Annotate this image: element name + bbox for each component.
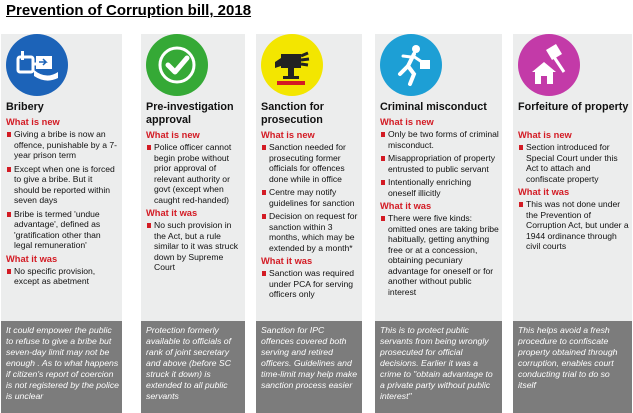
bribe-handcuffs-icon: [6, 34, 68, 96]
bullet-item: This was not done under the Prevention of Corruption Act, but under a 1944 ordinance through civil courts: [518, 199, 630, 252]
section-label: What is new: [380, 117, 434, 127]
section-label: What it was: [261, 256, 313, 266]
column-body: [380, 116, 500, 300]
bullet-item: No such provision in the Act, but a rule similar to it was struck down by Supreme Court: [146, 220, 243, 273]
bullet-item: There were five kinds: omitted ones are taking bribe habitually, getting anything free or at a concession, obtaining pecuniary advantage for oneself or for another without public interest: [380, 213, 500, 297]
bullet-item: Centre may notify guidelines for sanction: [261, 187, 360, 208]
column-forfeiture: [513, 34, 632, 413]
bullet-item: Sanction was required under PCA for serving officers only: [261, 268, 360, 300]
column-body: [261, 129, 360, 303]
column-sanction: [256, 34, 362, 413]
bullet-item: Except when one is forced to give a bribe. But it should be reported within seven days: [6, 164, 120, 206]
bullet-item: Section introduced for Special Court under this Act to attach and confiscate property: [518, 142, 630, 184]
section-label: What is new: [518, 130, 572, 140]
column-body: [518, 129, 630, 255]
stamp-hand-icon: [261, 34, 323, 96]
section-label: What is new: [146, 130, 200, 140]
section-label: What it was: [6, 253, 58, 264]
column-footer: It could empower the public to refuse to give a bribe but seven-day limit may not be enough . As to what happens if citizen's report of coercion is not registered by the police is unclear: [1, 321, 122, 413]
column-body: [6, 116, 120, 290]
column-bribery: [1, 34, 122, 413]
column-body: [146, 129, 243, 276]
bullet-item: Only be two forms of criminal misconduct.: [380, 129, 500, 150]
section-label: What is new: [6, 117, 60, 127]
bullet-item: Intentionally enriching oneself illicitly: [380, 177, 500, 198]
column-pre-investigation: [141, 34, 245, 413]
column-heading: Sanction for prosecution: [261, 101, 324, 126]
bullet-item: Decision on request for sanction within 3 months, which may be extended by a month*: [261, 211, 360, 253]
section-label: What it was: [380, 201, 432, 211]
bullet-item: Giving a bribe is now an offence, punishable by a 7-year prison term: [6, 129, 120, 161]
column-heading: Criminal misconduct: [380, 101, 487, 113]
thief-running-icon: [380, 34, 442, 96]
checkmark-icon: [146, 34, 208, 96]
column-heading: Pre-investigation approval: [146, 101, 234, 126]
bullet-item: No specific provision, except as abetment: [6, 266, 120, 287]
column-footer: Protection formerly available to officials of rank of joint secretary and above (before SC struck it down) is extended to all public servants: [141, 321, 245, 413]
column-footer: This helps avoid a fresh procedure to confiscate property obtained through corruption, enables court conducting trial to do so itself: [513, 321, 632, 413]
column-footer: Sanction for IPC offences covered both serving and retired officers. Guidelines and time-limit may help make sanction process easier: [256, 321, 362, 413]
column-heading: Bribery: [6, 101, 44, 113]
section-label: What it was: [518, 187, 570, 197]
column-footer: This is to protect public servants from being wrongly prosecuted for official decisions. Earlier it was a crime to "obtain advantage to a private party without public interest": [375, 321, 502, 413]
section-label: What it was: [146, 208, 198, 218]
gavel-house-icon: [518, 34, 580, 96]
column-heading: Forfeiture of property: [518, 101, 629, 113]
page-title: Prevention of Corruption bill, 2018: [6, 2, 252, 19]
bullet-item: Misappropriation of property entrusted to public servant: [380, 153, 500, 174]
section-label: What is new: [261, 130, 315, 140]
bullet-item: Bribe is termed 'undue advantage', defined as 'gratification other than legal remuneration': [6, 209, 120, 251]
column-criminal-misconduct: [375, 34, 502, 413]
bullet-item: Sanction needed for prosecuting former officials for offences done while in office: [261, 142, 360, 184]
bullet-item: Police officer cannot begin probe without prior approval of relevant authority or govt (except when caught red-handed): [146, 142, 243, 205]
